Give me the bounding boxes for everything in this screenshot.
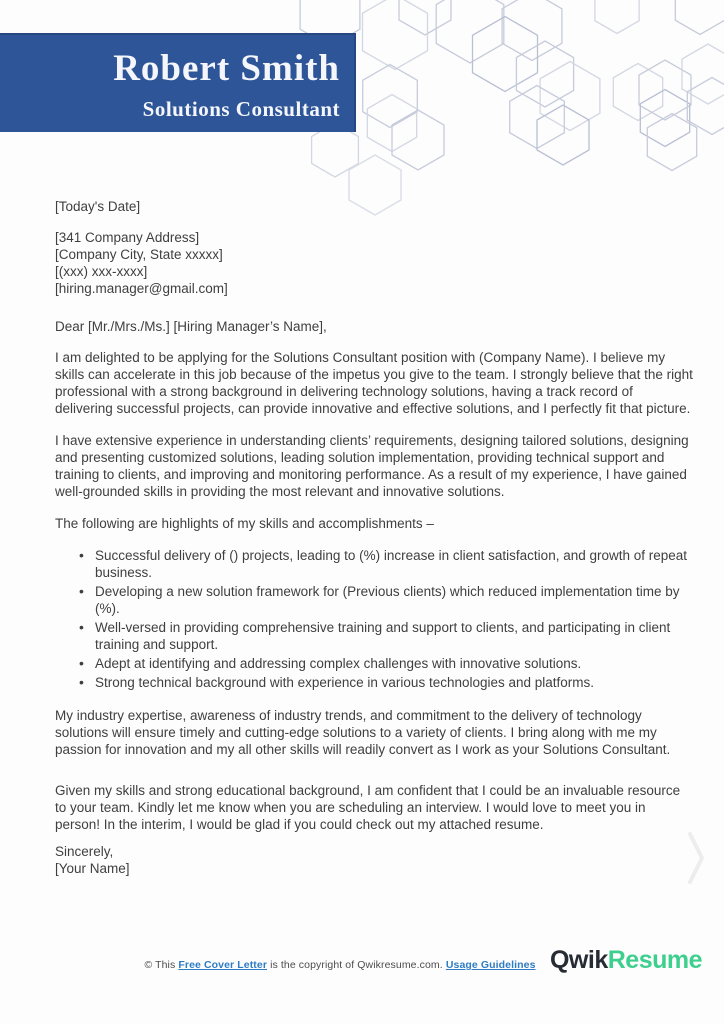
date-placeholder: [Today's Date]: [55, 199, 141, 214]
highlight-item: • Successful delivery of () projects, leading to (%) increase in client satisfaction, and growth of repeat business.: [55, 547, 693, 581]
highlight-item: • Developing a new solution framework for (Previous clients) which reduced implementation time by (%).: [55, 583, 693, 617]
company-address-block: [55, 229, 693, 297]
candidate-job-title: Solutions Consultant: [142, 97, 340, 121]
next-chevron-icon[interactable]: [686, 828, 706, 888]
qwikresume-logo[interactable]: [550, 946, 702, 975]
paragraph-call-to-action: Given my skills and strong educational background, I am confident that I could be an invaluable resource to your team. Kindly let me know when you are scheduling an interview. I would love to meet you in person! In the interim, I would be glad if you could check out my attached resume.: [55, 783, 681, 832]
highlights-list: [55, 547, 693, 691]
address-line: [(xxx) xxx-xxxx]: [55, 264, 148, 279]
paragraph-intro: I am delighted to be applying for the Solutions Consultant position with (Company Name). I believe my skills can accelerate in this job because of the impetus you give to the team. I strongly believe that the right professional with a strong background in delivering technology solutions, having a track record of delivering successful projects, can provide innovative and effective solutions, and I perfectly fit that picture.: [55, 350, 693, 416]
paragraph-expertise: My industry expertise, awareness of industry trends, and commitment to the delivery of technology solutions will ensure timely and cutting-edge solutions to a variety of clients. I bring along with me my passion for innovation and my all other skills will readily convert as I work as your Solutions Consultant.: [55, 708, 671, 757]
free-cover-letter-link[interactable]: Free Cover Letter: [178, 959, 268, 971]
highlight-item: • Well-versed in providing comprehensive training and support to clients, and participating in client training and support.: [55, 619, 693, 653]
candidate-name: Robert Smith: [113, 48, 340, 89]
logo-text-qwik: Qwik: [549, 946, 608, 974]
highlight-item: • Strong technical background with experience in various technologies and platforms.: [55, 674, 693, 691]
signature-placeholder: [Your Name]: [55, 861, 130, 876]
highlight-item: • Adept at identifying and addressing complex challenges with innovative solutions.: [55, 655, 693, 672]
copyright-middle: is the copyright of Qwikresume.com.: [270, 959, 443, 971]
highlights-intro: The following are highlights of my skills and accomplishments –: [55, 516, 434, 531]
address-line: [hiring.manager@gmail.com]: [55, 281, 228, 296]
paragraph-experience: I have extensive experience in understanding clients’ requirements, designing tailored solutions, designing and presenting customized solutions, leading solution implementation, providing technical support and training to clients, and improving and monitoring performance. As a result of my experience, I have gained well-grounded skills in providing the most relevant and innovative solutions.: [55, 433, 689, 499]
salutation: Dear [Mr./Mrs./Ms.] [Hiring Manager’s Name],: [55, 319, 327, 334]
closing-block: [55, 843, 693, 877]
closing-word: Sincerely,: [55, 844, 114, 859]
letter-body: [55, 198, 693, 877]
copyright-note: [80, 959, 600, 971]
copyright-prefix: © This: [144, 959, 176, 971]
address-line: [Company City, State xxxxx]: [55, 247, 223, 262]
name-banner: [0, 33, 356, 132]
usage-guidelines-link[interactable]: Usage Guidelines: [445, 959, 536, 971]
logo-text-resume: Resume: [607, 946, 702, 974]
address-line: [341 Company Address]: [55, 230, 200, 245]
